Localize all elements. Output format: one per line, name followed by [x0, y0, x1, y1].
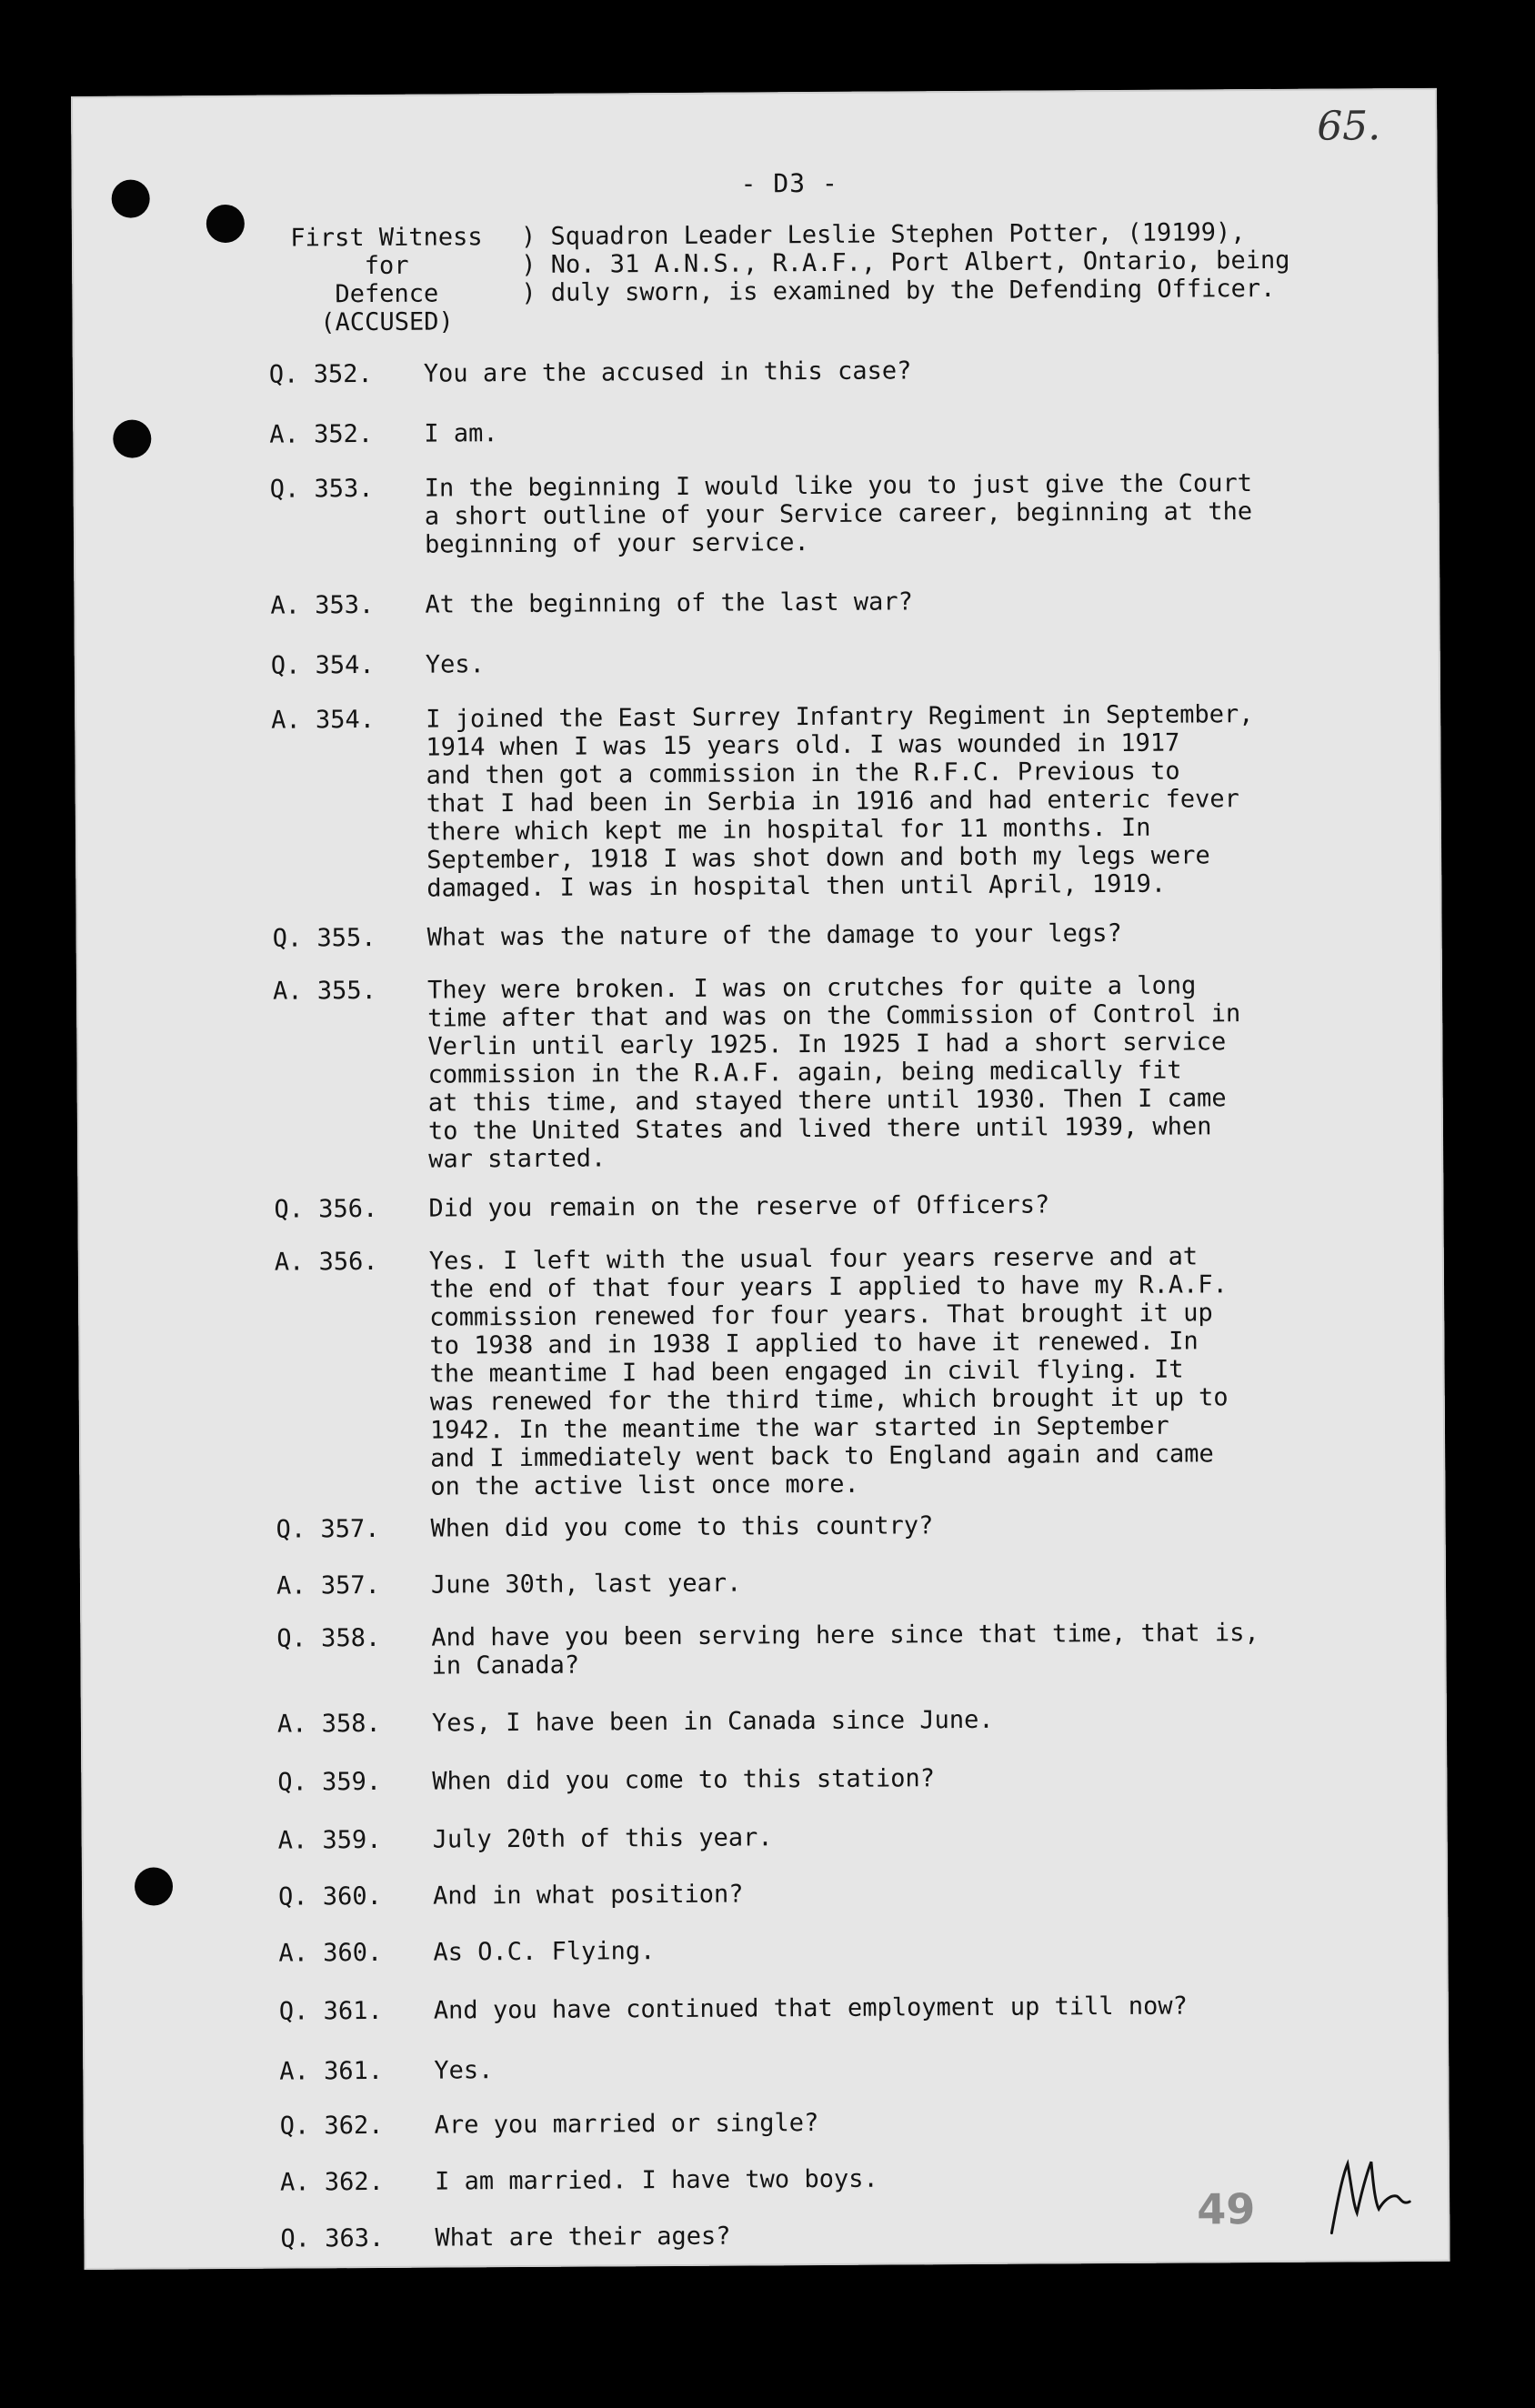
qa-entry	[270, 585, 1398, 620]
qa-text: And you have continued that employment up till now?	[433, 1992, 1188, 2025]
qa-label: Q. 358.	[276, 1623, 381, 1653]
handwritten-initials-signature	[1320, 2149, 1421, 2241]
qa-entry	[276, 1509, 1404, 1544]
qa-entry	[279, 2105, 1408, 2141]
qa-entry	[278, 1876, 1406, 1911]
qa-label: A. 355.	[272, 976, 376, 1006]
qa-text: June 30th, last year.	[430, 1569, 742, 1600]
qa-text: Yes.	[434, 2056, 494, 2085]
qa-entry	[276, 1703, 1405, 1739]
qa-entry	[274, 1241, 1402, 1501]
qa-label: A. 358.	[276, 1709, 381, 1739]
qa-text: What was the nature of the damage to your legs?	[426, 918, 1122, 952]
qa-label: Q. 360.	[278, 1881, 382, 1911]
qa-label: Q. 353.	[269, 474, 374, 504]
qa-text: When did you come to this country?	[430, 1511, 934, 1543]
qa-label: A. 360.	[278, 1938, 383, 1968]
qa-text: When did you come to this station?	[432, 1764, 936, 1796]
qa-entry	[274, 1189, 1401, 1224]
qa-label: A. 362.	[279, 2167, 384, 2197]
qa-text: I joined the East Surrey Infantry Regiment in September, 1914 when I was 15 years old. I was wounded in 1917 and then got a commission in the R.F.C. Previous to that I had been in Serbia in 1916 and had enteric fever there which kept me in hospital for 11 months. In September, 1918 I was shot down and both my legs were damaged. I was in hospital then until April, 1919.	[426, 700, 1254, 903]
qa-label: A. 357.	[276, 1570, 380, 1600]
qa-entry	[270, 645, 1399, 680]
qa-entry	[272, 918, 1400, 953]
qa-entry	[279, 2162, 1408, 2197]
qa-label: A. 361.	[279, 2056, 384, 2086]
qa-text: I am.	[424, 419, 498, 448]
qa-entry	[276, 1618, 1404, 1681]
qa-label: Q. 357.	[276, 1514, 380, 1544]
document-page	[71, 88, 1450, 2270]
qa-text: Are you married or single?	[434, 2109, 819, 2140]
qa-label: Q. 361.	[278, 1996, 383, 2026]
qa-text: Yes, I have been in Canada since June.	[431, 1705, 994, 1738]
witness-label: First Witness for Defence (ACCUSED)	[290, 223, 483, 337]
qa-entry	[279, 2051, 1407, 2086]
qa-text: July 20th of this year.	[432, 1823, 773, 1854]
qa-label: Q. 356.	[274, 1194, 378, 1224]
qa-entry	[269, 414, 1397, 449]
qa-label: A. 359.	[277, 1825, 382, 1855]
qa-label: A. 356.	[274, 1247, 378, 1277]
punch-hole	[206, 205, 245, 243]
qa-entry	[278, 1932, 1406, 1968]
qa-label: A. 352.	[269, 419, 374, 449]
qa-entry	[268, 354, 1397, 389]
punch-hole	[135, 1867, 173, 1905]
qa-text: Yes. I left with the usual four years reserve and at the end of that four years I applied to have my R.A.F. commission renewed for four years. That brought it up to 1938 and in 1938 I applied to have it renewed. In the meantime I had been engaged in civil flying. It was renewed for the third time, which brought it up to 1942. In the meantime the war started in September and I immediately went back to England again and came on the active list once more.	[428, 1242, 1229, 1501]
qa-text: And have you been serving here since that time, that is, in Canada?	[431, 1619, 1259, 1681]
witness-description: ) Squadron Leader Leslie Stephen Potter, (19199), ) No. 31 A.N.S., R.A.F., Port Albert, Ontario, being ) duly sworn, is examined by the Defending Officer.	[520, 218, 1290, 307]
qa-text: I am married. I have two boys.	[434, 2164, 878, 2196]
qa-entry	[269, 468, 1398, 559]
qa-entry	[277, 1820, 1406, 1855]
qa-text: At the beginning of the last war?	[425, 587, 913, 619]
qa-label: Q. 359.	[277, 1767, 382, 1797]
qa-text: And in what position?	[433, 1880, 744, 1911]
qa-text: They were broken. I was on crutches for quite a long time after that and was on the Commission of Control in Verlin until early 1925. In 1925 I had a short service commission in the R.A.F. again, being medically fit at this time, and stayed there until 1930. Then I came to the United States and lived there until 1939, when war started.	[426, 971, 1241, 1174]
qa-entry	[276, 1565, 1404, 1600]
qa-label: Q. 355.	[272, 923, 376, 953]
qa-entry	[271, 699, 1399, 903]
qa-text: Did you remain on the reserve of Officers?	[428, 1190, 1050, 1223]
document-label: - D3 -	[740, 167, 838, 199]
qa-text: What are their ages?	[435, 2222, 731, 2252]
qa-text: Yes.	[425, 650, 485, 679]
qa-label: Q. 354.	[270, 650, 375, 680]
qa-entry	[272, 970, 1400, 1174]
punch-hole	[112, 179, 150, 217]
qa-entry	[277, 1761, 1405, 1797]
qa-label: A. 353.	[270, 590, 375, 620]
qa-entry	[278, 1991, 1407, 2026]
qa-text: In the beginning I would like you to just give the Court a short outline of your Service career, beginning at the beginning of your service.	[424, 469, 1253, 559]
page-stamp: 49	[1197, 2184, 1256, 2234]
page-number: 65.	[1317, 103, 1381, 150]
punch-hole	[113, 419, 151, 457]
qa-label: Q. 363.	[280, 2223, 385, 2253]
qa-label: Q. 362.	[279, 2111, 384, 2141]
qa-label: Q. 352.	[268, 359, 373, 389]
qa-label: A. 354.	[271, 705, 376, 735]
qa-text: As O.C. Flying.	[433, 1937, 656, 1967]
qa-text: You are the accused in this case?	[423, 356, 912, 388]
